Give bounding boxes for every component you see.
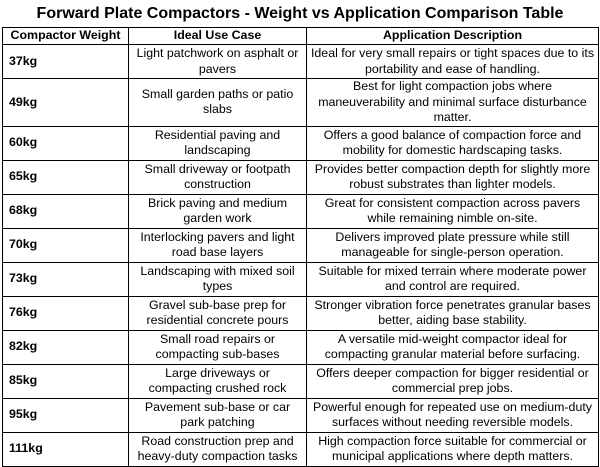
cell-ideal-use-case: Residential paving and landscaping xyxy=(129,126,307,160)
cell-ideal-use-case: Pavement sub-base or car park patching xyxy=(129,398,307,432)
cell-application-description: A versatile mid-weight compactor ideal for compacting granular material before surfacing. xyxy=(307,330,599,364)
cell-ideal-use-case: Brick paving and medium garden work xyxy=(129,194,307,228)
table-row xyxy=(3,262,599,296)
cell-compactor-weight: 68kg xyxy=(3,194,129,228)
table-row xyxy=(3,194,599,228)
table-row xyxy=(3,228,599,262)
cell-ideal-use-case: Small garden paths or patio slabs xyxy=(129,79,307,127)
table-row xyxy=(3,398,599,432)
header-application-description: Application Description xyxy=(307,28,599,45)
cell-application-description: Great for consistent compaction across pavers while remaining nimble on-site. xyxy=(307,194,599,228)
cell-compactor-weight: 95kg xyxy=(3,398,129,432)
cell-application-description: Provides better compaction depth for slightly more robust substrates than lighter models. xyxy=(307,160,599,194)
cell-compactor-weight: 65kg xyxy=(3,160,129,194)
cell-application-description: High compaction force suitable for commercial or municipal applications where depth matters. xyxy=(307,432,599,466)
cell-compactor-weight: 60kg xyxy=(3,126,129,160)
cell-compactor-weight: 70kg xyxy=(3,228,129,262)
cell-compactor-weight: 73kg xyxy=(3,262,129,296)
cell-ideal-use-case: Gravel sub-base prep for residential concrete pours xyxy=(129,296,307,330)
cell-application-description: Stronger vibration force penetrates granular bases better, aiding base stability. xyxy=(307,296,599,330)
cell-compactor-weight: 49kg xyxy=(3,79,129,127)
cell-compactor-weight: 76kg xyxy=(3,296,129,330)
cell-ideal-use-case: Landscaping with mixed soil types xyxy=(129,262,307,296)
table-row xyxy=(3,45,599,79)
cell-ideal-use-case: Large driveways or compacting crushed rock xyxy=(129,364,307,398)
table-row xyxy=(3,432,599,466)
header-ideal-use-case: Ideal Use Case xyxy=(129,28,307,45)
cell-application-description: Offers deeper compaction for bigger residential or commercial prep jobs. xyxy=(307,364,599,398)
cell-ideal-use-case: Interlocking pavers and light road base layers xyxy=(129,228,307,262)
cell-ideal-use-case: Small driveway or footpath construction xyxy=(129,160,307,194)
cell-ideal-use-case: Road construction prep and heavy-duty compaction tasks xyxy=(129,432,307,466)
cell-application-description: Powerful enough for repeated use on medium-duty surfaces without needing reversible models. xyxy=(307,398,599,432)
cell-application-description: Best for light compaction jobs where maneuverability and minimal surface disturbance matter. xyxy=(307,79,599,127)
table-row xyxy=(3,160,599,194)
comparison-table xyxy=(2,27,599,467)
cell-ideal-use-case: Light patchwork on asphalt or pavers xyxy=(129,45,307,79)
cell-application-description: Offers a good balance of compaction force and mobility for domestic hardscaping tasks. xyxy=(307,126,599,160)
cell-compactor-weight: 85kg xyxy=(3,364,129,398)
table-title: Forward Plate Compactors - Weight vs Application Comparison Table xyxy=(36,5,564,22)
table-header-row xyxy=(3,28,599,45)
table-row xyxy=(3,364,599,398)
cell-compactor-weight: 111kg xyxy=(3,432,129,466)
cell-application-description: Ideal for very small repairs or tight spaces due to its portability and ease of handling. xyxy=(307,45,599,79)
table-row xyxy=(3,330,599,364)
table-row xyxy=(3,79,599,127)
cell-compactor-weight: 82kg xyxy=(3,330,129,364)
cell-ideal-use-case: Small road repairs or compacting sub-bases xyxy=(129,330,307,364)
cell-application-description: Delivers improved plate pressure while still manageable for single-person operation. xyxy=(307,228,599,262)
table-row xyxy=(3,296,599,330)
table-row xyxy=(3,126,599,160)
header-compactor-weight: Compactor Weight xyxy=(3,28,129,45)
cell-compactor-weight: 37kg xyxy=(3,45,129,79)
cell-application-description: Suitable for mixed terrain where moderate power and control are required. xyxy=(307,262,599,296)
table-body xyxy=(3,45,599,467)
